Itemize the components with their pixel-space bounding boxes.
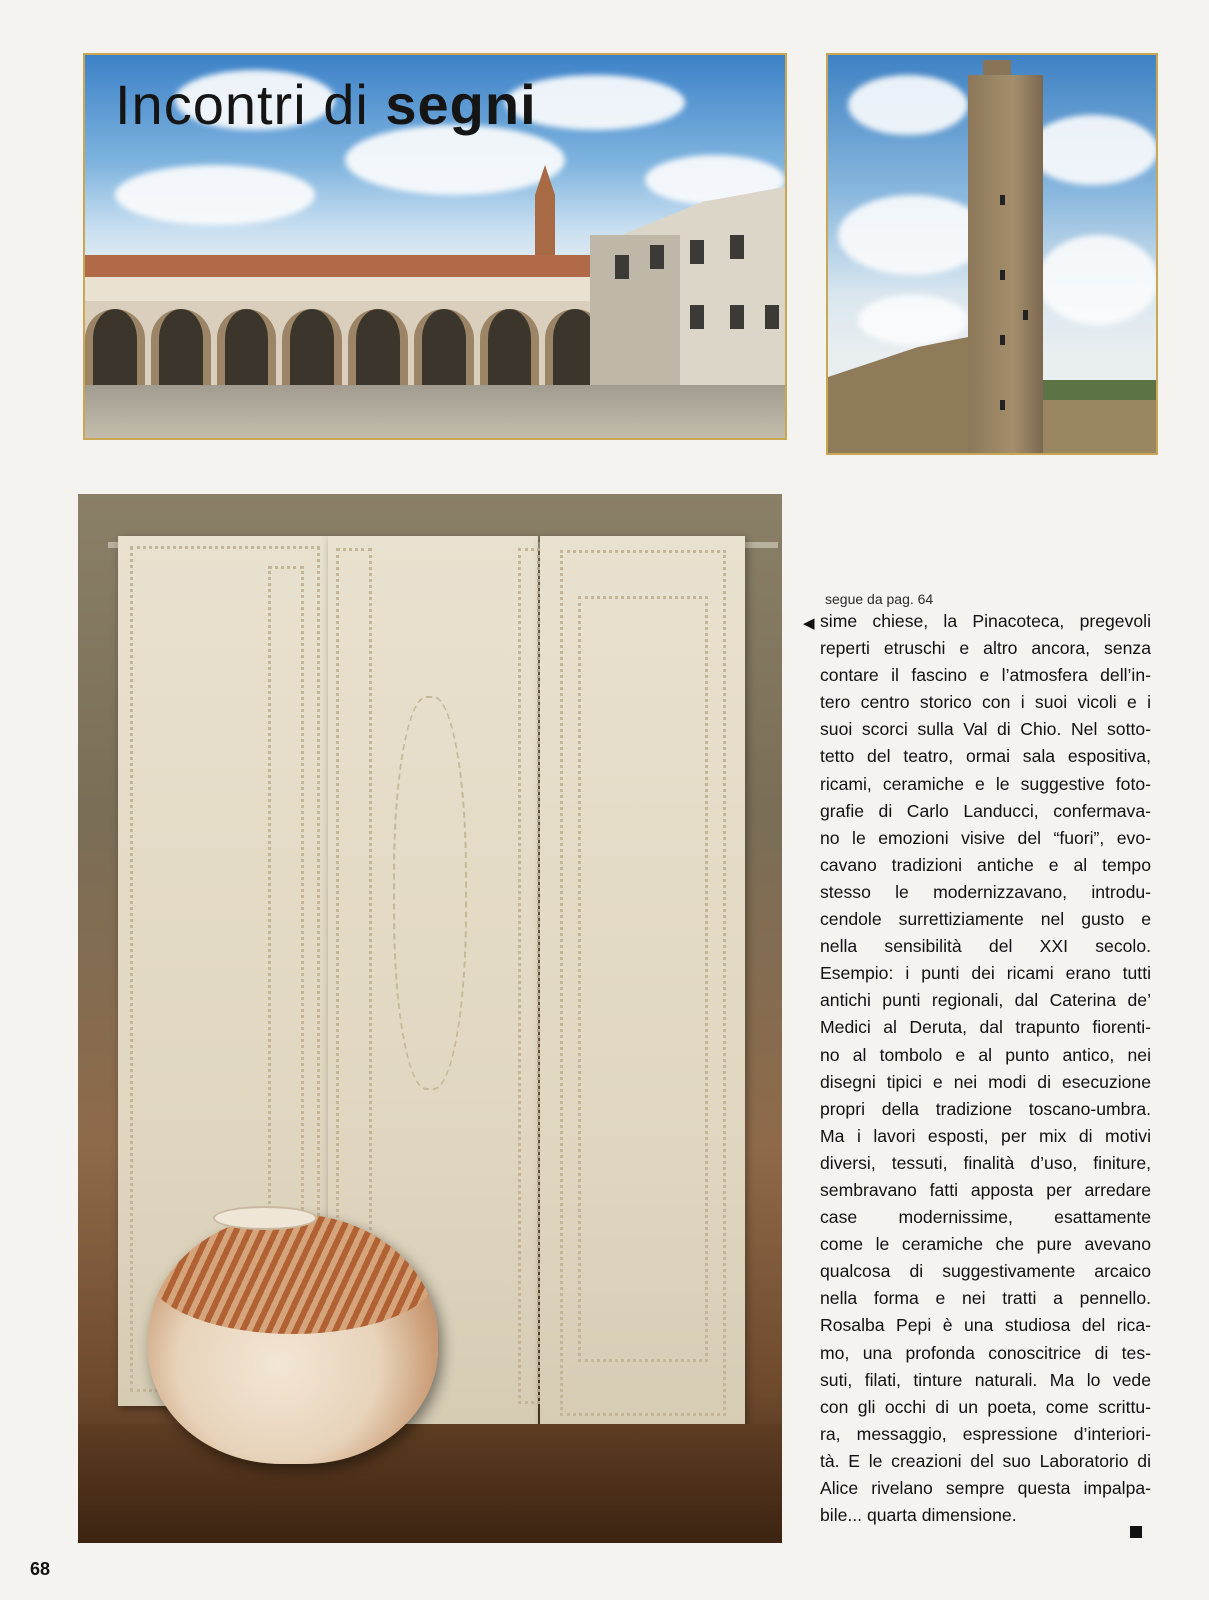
tower-photo	[826, 53, 1158, 455]
article-line: ra, messaggio, espressione d’interiori-	[820, 1423, 1151, 1444]
article-line: mo, una profonda conoscitrice di tes-	[820, 1342, 1151, 1363]
article-line: Medici al Deruta, dal trapunto fiorenti-	[820, 1017, 1151, 1038]
article-line: cendole surrettiziamente nel gusto e	[820, 909, 1151, 930]
article-line: tero centro storico con i suoi vicoli e i	[820, 692, 1151, 713]
article-line: suti, filati, tinture naturali. Ma lo vede	[820, 1369, 1151, 1390]
continuation-arrow-icon: ◀	[803, 615, 815, 632]
article-line: ricami, ceramiche e le suggestive foto-	[820, 773, 1151, 794]
article-line: cavano tradizioni antiche e al tempo	[820, 854, 1151, 875]
continued-from-note: segue da pag. 64	[825, 591, 934, 607]
page-title	[115, 73, 537, 136]
article-line: sime chiese, la Pinacoteca, pregevoli	[820, 611, 1151, 631]
article-line: suoi scorci sulla Val di Chio. Nel sotto-	[820, 719, 1151, 740]
article-line: Ma i lavori esposti, per mix di motivi	[820, 1125, 1151, 1146]
article-line-last: bile... quarta dimensione.	[820, 1505, 1017, 1526]
article-line: come le ceramiche che pure avevano	[820, 1234, 1151, 1255]
page-number: 68	[30, 1559, 51, 1579]
article-line: Alice rivelano sempre questa impalpa-	[820, 1478, 1151, 1498]
article-line: tà. E le creazioni del suo Laboratorio di	[820, 1450, 1151, 1471]
article-line: tetto del teatro, ormai sala espositiva,	[820, 746, 1151, 767]
article-line: Rosalba Pepi è una studiosa del rica-	[820, 1315, 1151, 1336]
embroidery-photo	[78, 494, 782, 1543]
article-line: no le emozioni visive del “fuori”, evo-	[820, 827, 1151, 848]
courtyard-photo	[83, 53, 787, 440]
article-line: qualcosa di suggestivamente arcaico	[820, 1261, 1151, 1282]
article-line: case modernissime, esattamente	[820, 1207, 1151, 1228]
end-of-article-square-icon	[1130, 1526, 1142, 1538]
article-line: stesso le modernizzavano, introdu-	[820, 881, 1151, 902]
article-line: grafie di Carlo Landucci, confermava-	[820, 800, 1151, 821]
article-line: propri della tradizione toscano-umbra.	[820, 1098, 1151, 1119]
article-line: contare il fascino e l’atmosfera dell’in-	[820, 665, 1151, 686]
article-line: diversi, tessuti, finalità d’uso, finiture,	[820, 1152, 1151, 1173]
article-line: antichi punti regionali, dal Caterina de’	[820, 990, 1151, 1011]
article-line: nella sensibilità del XXI secolo.	[820, 936, 1151, 957]
article-body	[820, 608, 1151, 1529]
title-light: Incontri di	[115, 73, 369, 136]
article-line: no al tombolo e al punto antico, nei	[820, 1044, 1151, 1065]
article-line: Esempio: i punti dei ricami erano tutti	[820, 963, 1151, 984]
article-line: disegni tipici e nei modi di esecuzione	[820, 1071, 1151, 1092]
title-bold: segni	[385, 73, 537, 136]
article-line: reperti etruschi e altro ancora, senza	[820, 638, 1151, 659]
article-line: con gli occhi di un poeta, come scrittu-	[820, 1396, 1151, 1417]
article-line: sembravano fatti apposta per arredare	[820, 1179, 1151, 1200]
article-line: nella forma e nei tratti a pennello.	[820, 1288, 1151, 1309]
